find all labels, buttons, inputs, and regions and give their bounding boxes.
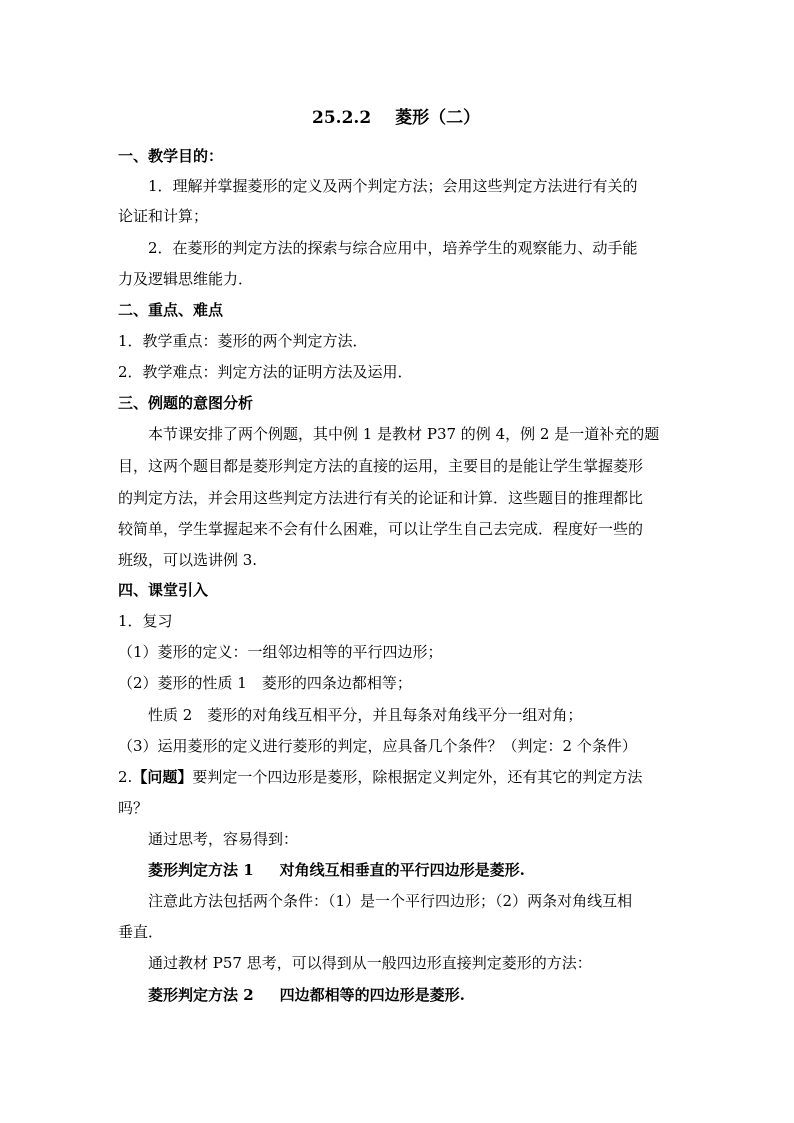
- examples-line4: 较简单，学生掌握起来不会有什么困难，可以让学生自己去完成．程度好一些的: [118, 520, 644, 538]
- key-point-2: 2．教学难点：判定方法的证明方法及运用．: [118, 363, 413, 381]
- method-1-text: 对角线互相垂直的平行四边形是菱形.: [279, 861, 525, 879]
- review-item-1: （1）菱形的定义：一组邻边相等的平行四边形；: [118, 643, 443, 661]
- question-prefix: 2.: [118, 768, 133, 786]
- method-1-name: 菱形判定方法 1: [148, 861, 254, 879]
- review-label: 1．复习: [118, 612, 173, 630]
- review-item-2: （2）菱形的性质 1 菱形的四条边都相等；: [118, 674, 412, 692]
- section-number: 25.2.2: [312, 108, 372, 128]
- key-point-1: 1．教学重点：菱形的两个判定方法．: [118, 332, 368, 350]
- examples-line2: 目，这两个题目都是菱形判定方法的直接的运用，主要目的是能让学生掌握菱形: [118, 457, 644, 475]
- question-line1: [118, 767, 642, 787]
- question-tag: 【问题】: [132, 768, 193, 786]
- method-2-name: 菱形判定方法 2: [148, 986, 254, 1004]
- review-item-2b: 性质 2 菱形的对角线互相平分，并且每条对角线平分一组对角；: [148, 706, 583, 724]
- note-line2: 垂直．: [118, 923, 164, 941]
- examples-heading: 三、例题的意图分析: [118, 394, 254, 412]
- question-text: 要判定一个四边形是菱形，除根据定义判定外，还有其它的判定方法: [192, 768, 643, 786]
- key-points-heading: 二、重点、难点: [118, 301, 224, 319]
- textbook-line: 通过教材 P57 思考，可以得到从一般四边形直接判定菱形的方法：: [148, 954, 592, 972]
- review-item-3: （3）运用菱形的定义进行菱形的判定，应具备几个条件？（判定：2 个条件）: [118, 737, 637, 755]
- examples-line3: 的判定方法，并会用这些判定方法进行有关的论证和计算．这些题目的推理都比: [118, 489, 644, 507]
- intro-heading: 四、课堂引入: [118, 581, 209, 599]
- method-1: [148, 860, 525, 880]
- objective-2-line2: 力及逻辑思维能力．: [118, 270, 254, 288]
- objective-2-line1: 2．在菱形的判定方法的探索与综合应用中，培养学生的观察能力、动手能: [148, 239, 638, 257]
- question-line2: 吗？: [118, 799, 149, 817]
- method-2-text: 四边都相等的四边形是菱形.: [279, 986, 465, 1004]
- objectives-heading: 一、教学目的：: [118, 147, 224, 165]
- method-2: [148, 985, 465, 1005]
- title-text: 菱形（二）: [395, 108, 481, 128]
- page-title: [312, 108, 480, 128]
- think-line: 通过思考，容易得到：: [148, 830, 299, 848]
- examples-line5: 班级，可以选讲例 3.: [118, 551, 258, 569]
- objective-1-line2: 论证和计算；: [118, 207, 209, 225]
- note-line1: 注意此方法包括两个条件：（1）是一个平行四边形；（2）两条对角线互相: [148, 892, 633, 910]
- objective-1-line1: 1．理解并掌握菱形的定义及两个判定方法；会用这些判定方法进行有关的: [148, 177, 638, 195]
- examples-line1: 本节课安排了两个例题，其中例 1 是教材 P37 的例 4，例 2 是一道补充的题: [148, 425, 660, 443]
